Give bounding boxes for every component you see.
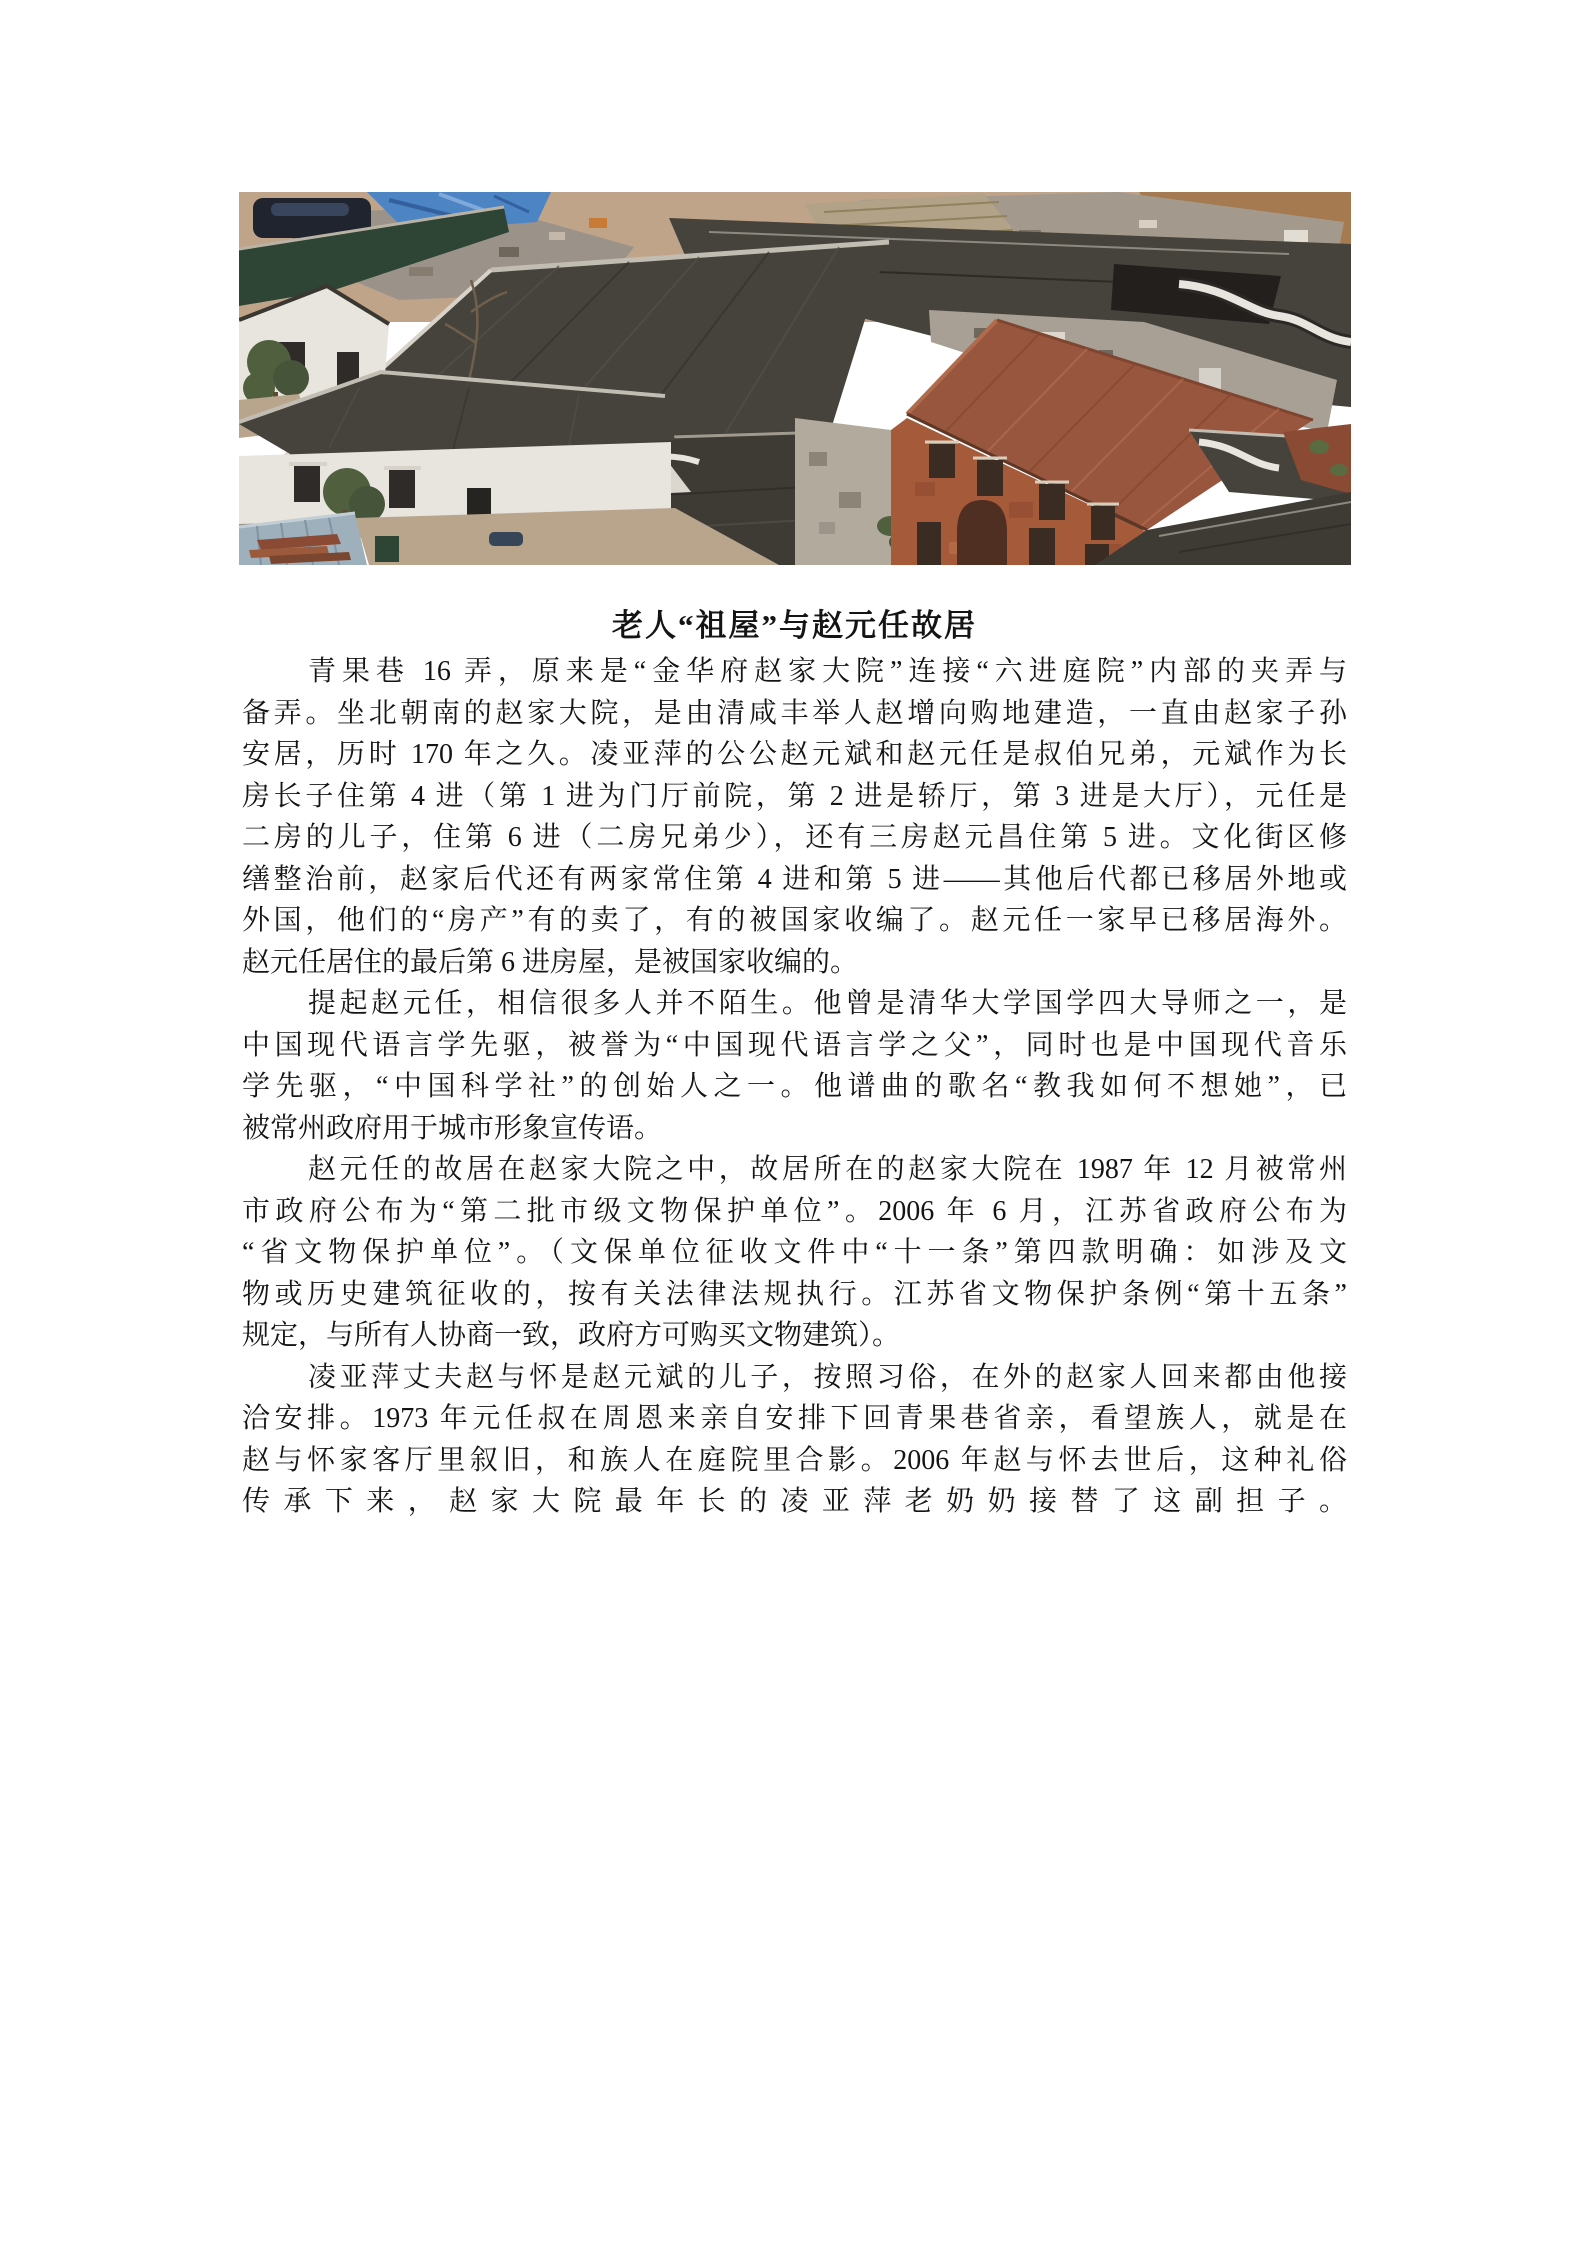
arched-doorway: [957, 500, 1007, 565]
paragraph-2-line-4: 被常州政府用于城市形象宣传语。: [242, 1112, 663, 1144]
article-body: [242, 651, 1347, 1523]
paragraph-1-line-8: 赵元任居住的最后第 6 进房屋，是被国家收编的。: [242, 946, 859, 978]
paragraph-3-line-3: “省文物保护单位”。（文保单位征收文件中“十一条”第四款明确：如涉及文: [242, 1237, 1347, 1268]
green-door: [375, 536, 399, 562]
paragraph-1-line-5: 二房的儿子，住第 6 进（二房兄弟少），还有三房赵元昌住第 5 进。文化街区修: [242, 822, 1347, 853]
paragraph-1-line-7: 外国，他们的“房产”有的卖了，有的被国家收编了。赵元任一家早已移居海外。: [242, 905, 1347, 936]
scooter: [489, 532, 523, 546]
paragraph-3-line-5: 规定，与所有人协商一致，政府方可购买文物建筑）。: [242, 1320, 901, 1351]
paragraph-3-line-4: 物或历史建筑征收的，按有关法律法规执行。江苏省文物保护条例“第十五条”: [242, 1278, 1347, 1310]
paragraph-1-line-6: 缮整治前，赵家后代还有两家常住第 4 进和第 5 进——其他后代都已移居外地或: [242, 863, 1347, 895]
paragraph-3-line-1: 赵元任的故居在赵家大院之中，故居所在的赵家大院在 1987 年 12 月被常州: [308, 1154, 1347, 1185]
paragraph-1-line-3: 安居，历时 170 年之久。凌亚萍的公公赵元斌和赵元任是叔伯兄弟，元斌作为长: [242, 739, 1347, 770]
paragraph-2-line-1: 提起赵元任，相信很多人并不陌生。他曾是清华大学国学四大导师之一，是: [308, 988, 1347, 1019]
paragraph-3-line-2: 市政府公布为“第二批市级文物保护单位”。2006 年 6 月，江苏省政府公布为: [242, 1195, 1347, 1227]
article-title: 老人“祖屋”与赵元任故居: [612, 608, 977, 643]
paragraph-4-line-1: 凌亚萍丈夫赵与怀是赵元斌的儿子，按照习俗，在外的赵家人回来都由他接: [308, 1361, 1347, 1393]
paragraph-1-line-1: 青果巷 16 弄，原来是“金华府赵家大院”连接“六进庭院”内部的夹弄与: [308, 656, 1347, 687]
header-photo: [239, 192, 1351, 565]
paragraph-4-line-3: 赵与怀家客厅里叙旧，和族人在庭院里合影。2006 年赵与怀去世后，这种礼俗: [242, 1444, 1347, 1476]
paragraph-4-line-2: 洽安排。1973 年元任叔在周恩来亲自安排下回青果巷省亲，看望族人，就是在: [242, 1403, 1347, 1434]
paragraph-2-line-2: 中国现代语言学先驱，被誉为“中国现代语言学之父”，同时也是中国现代音乐: [242, 1029, 1347, 1061]
paragraph-1-line-2: 备弄。坐北朝南的赵家大院，是由清咸丰举人赵增向购地建造，一直由赵家子孙: [242, 697, 1347, 729]
paragraph-4-line-4: 传承下来，赵家大院最年长的凌亚萍老奶奶接替了这副担子。: [242, 1486, 1347, 1517]
aerial-photo-illustration: [239, 192, 1351, 565]
paragraph-2-line-3: 学先驱，“中国科学社”的创始人之一。他谱曲的歌名“教我如何不想她”，已: [242, 1071, 1347, 1102]
paragraph-1-line-4: 房长子住第 4 进（第 1 进为门厅前院，第 2 进是轿厅，第 3 进是大厅），元任是: [242, 780, 1347, 812]
